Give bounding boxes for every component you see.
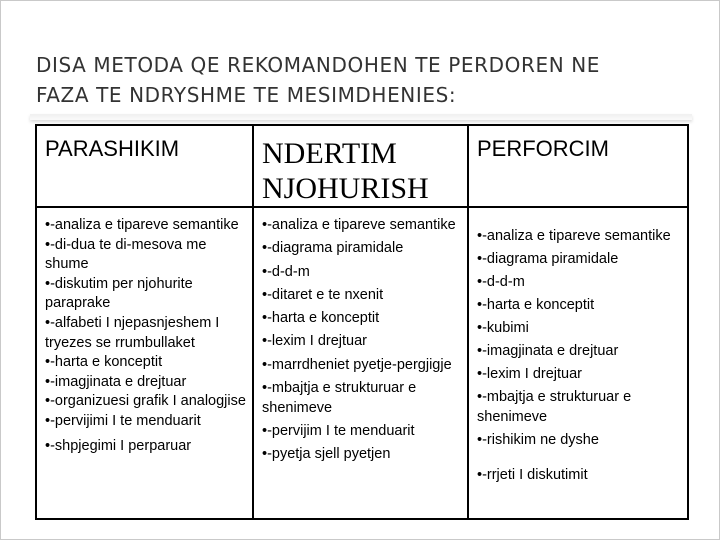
list-item: •-harta e konceptit bbox=[477, 297, 595, 313]
list-item: •-mbajtja e strukturuar e shenimeve bbox=[477, 389, 632, 425]
list-item: •-d-d-m bbox=[262, 263, 310, 280]
list-item: •-diagrama piramidale bbox=[262, 240, 404, 257]
column-perforcim bbox=[468, 207, 688, 519]
list-item: •-organizuesi grafik I analogjise bbox=[45, 393, 246, 410]
list-item: •-harta e konceptit bbox=[262, 310, 380, 327]
list-item: •-alfabeti I njepasnjeshem I tryezes se rrumbullaket bbox=[45, 314, 220, 351]
list-item: •-lexim I drejtuar bbox=[262, 333, 367, 350]
methods-table bbox=[35, 124, 689, 520]
list-item: •-d-d-m bbox=[477, 274, 525, 290]
list-item: •-harta e konceptit bbox=[45, 354, 163, 371]
list-item: •-pervijim I te menduarit bbox=[262, 423, 415, 440]
list-item: •-analiza e tipareve semantike bbox=[262, 217, 456, 233]
list-item: •-ditaret e te nxenit bbox=[262, 286, 384, 303]
header-cell-ndertim bbox=[253, 125, 468, 207]
column-ndertim bbox=[253, 207, 468, 519]
list-item: •-pervijimi I te menduarit bbox=[45, 412, 201, 429]
list-item: •-pyetja sjell pyetjen bbox=[262, 446, 391, 463]
list-item: •-rishikim ne dyshe bbox=[477, 432, 599, 448]
list-item: •-diagrama piramidale bbox=[477, 251, 619, 267]
title-underline bbox=[30, 114, 692, 120]
body-row bbox=[36, 207, 688, 519]
list-item: •-imagjinata e drejtuar bbox=[45, 373, 187, 390]
header-ndertim-line-2: NJOHURISH bbox=[262, 172, 429, 205]
header-ndertim-line-1: NDERTIM bbox=[262, 137, 397, 170]
header-row bbox=[36, 125, 688, 207]
title-line-1: DISA METODA QE REKOMANDOHEN TE PERDOREN NE bbox=[36, 53, 601, 77]
title-line-2: FAZA TE NDRYSHME TE MESIMDHENIES: bbox=[36, 83, 457, 107]
list-item: •-imagjinata e drejtuar bbox=[477, 343, 619, 359]
header-perforcim: PERFORCIM bbox=[477, 136, 609, 161]
list-item: •-kubimi bbox=[477, 320, 529, 336]
header-parashikim: PARASHIKIM bbox=[45, 136, 180, 161]
list-item: •-lexim I drejtuar bbox=[477, 366, 582, 382]
list-item: •-mbajtja e strukturuar e shenimeve bbox=[262, 380, 417, 416]
slide-title bbox=[36, 50, 706, 110]
list-item: •-analiza e tipareve semantike bbox=[477, 228, 671, 244]
list-item: •-shpjegimi I perparuar bbox=[45, 437, 192, 454]
list-item: •-rrjeti I diskutimit bbox=[477, 467, 588, 483]
list-item: •-di-dua te di-mesova me shume bbox=[45, 236, 207, 273]
header-cell-parashikim bbox=[36, 125, 253, 207]
list-item: •-marrdheniet pyetje-pergjigje bbox=[262, 356, 452, 373]
list-item: •-diskutim per njohurite paraprake bbox=[45, 275, 193, 312]
header-ndertim-njohurish bbox=[254, 126, 467, 206]
list-item: •-analiza e tipareve semantike bbox=[45, 217, 239, 233]
header-cell-perforcim bbox=[468, 125, 688, 207]
column-parashikim bbox=[36, 207, 253, 519]
